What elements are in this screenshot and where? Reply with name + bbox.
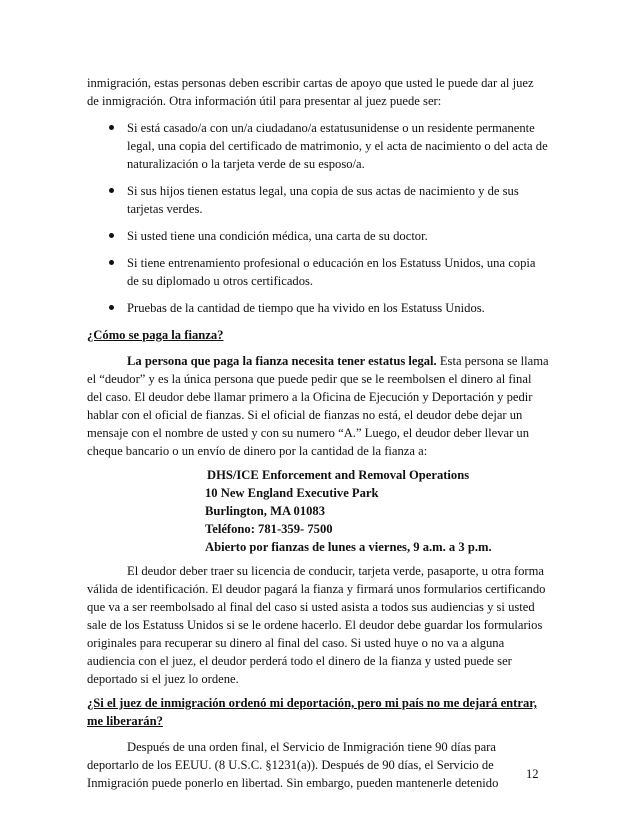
intro-line-2: de inmigración. Otra información útil para presentar al juez puede ser: xyxy=(87,94,442,108)
list-item xyxy=(87,227,549,245)
section-heading-deportation-release: ¿Si el juez de inmigración ordenó mi deportación, pero mi país no me dejará entrar, me liberarán? xyxy=(87,696,537,728)
list-item xyxy=(87,119,549,173)
list-item-text: Si tiene entrenamiento profesional o educación en los Estatuss Unidos, una copia de su diplomado u otros certificados. xyxy=(127,256,536,288)
deportation-release-paragraph: Después de una orden final, el Servicio de Inmigración tiene 90 días para deportarlo de los EEUU. (8 U.S.C. §1231(a)). Después de 90 días, el Servicio de Inmigración puede ponerlo en libertad. Sin embargo, pueden mantenerle detenido xyxy=(87,740,499,790)
list-item-text: Si está casado/a con un/a ciudadano/a estatusunidense o un residente permanente legal, una copia del certificado de matrimonio, y el acta de nacimiento o del acta de naturalización o la tarjeta verde de su esposo/a. xyxy=(127,121,548,171)
list-item-text: Pruebas de la cantidad de tiempo que ha vivido en los Estatuss Unidos. xyxy=(127,301,485,315)
list-item xyxy=(87,182,549,218)
bond-payment-body: Esta persona se llama el “deudor” y es la única persona que puede pedir que se le reembolsen el dinero al final del caso. El deudor debe llamar primero a la Oficina de Ejecución y Deportación y pedir hablar con el oficial de fianzas. Si el oficial de fianzas no está, el deudor debe dejar un mensaje con el nombre de usted y con su numero “A.” Luego, el deudor deber llevar un cheque bancario o un envío de dinero por la cantidad de la fianza a: xyxy=(87,354,549,458)
address-line-2: 10 New England Executive Park xyxy=(205,486,379,500)
list-item xyxy=(87,254,549,290)
evidence-bullet-list xyxy=(87,119,549,317)
address-phone: Teléfono: 781-359- 7500 xyxy=(205,522,333,536)
section-heading-bond-payment: ¿Cómo se paga la fianza? xyxy=(87,328,224,342)
list-item-text: Si sus hijos tienen estatus legal, una copia de sus actas de nacimiento y de sus tarjetas verdes. xyxy=(127,184,519,216)
intro-line-1: inmigración, estas personas deben escribir cartas de apoyo que usted le puede dar al juez xyxy=(87,76,534,90)
list-item-text: Si usted tiene una condición médica, una carta de su doctor. xyxy=(127,229,428,243)
list-item xyxy=(87,299,549,317)
bond-payment-lead: La persona que paga la fianza necesita tener estatus legal. xyxy=(127,354,437,368)
page-number: 12 xyxy=(526,767,539,781)
bullet-icon xyxy=(109,125,114,130)
page-content xyxy=(87,74,549,792)
bullet-icon xyxy=(109,260,114,265)
intro-paragraph xyxy=(87,74,549,110)
bullet-icon xyxy=(109,305,114,310)
address-hours: Abierto por fianzas de lunes a viernes, 9 a.m. a 3 p.m. xyxy=(205,540,492,554)
address-line-1: DHS/ICE Enforcement and Removal Operations xyxy=(207,468,470,482)
bond-payment-paragraph xyxy=(87,352,549,460)
bullet-icon xyxy=(109,233,114,238)
address-line-3: Burlington, MA 01083 xyxy=(205,504,326,518)
bullet-icon xyxy=(109,188,114,193)
bond-obligor-paragraph: El deudor deber traer su licencia de conducir, tarjeta verde, pasaporte, u otra forma válida de identificación. El deudor pagará la fianza y firmará unos formularios certificando que va a ser reembolsado al final del caso si usted asista a todos sus audiencias y si usted sale de los Estatuss Unidos si se le ordene hacerlo. El deudor debe guardar los formularios originales para recuperar su dinero al final del caso. Si usted huye o no va a alguna audiencia con el juez, el deudor perderá todo el dinero de la fianza y usted puede ser deportado si el juez lo ordene. xyxy=(87,564,546,686)
ice-office-address xyxy=(205,466,549,556)
